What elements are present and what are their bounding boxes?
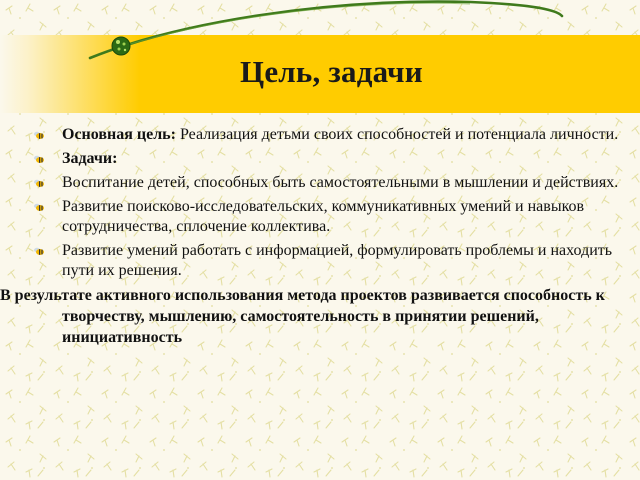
green-ball-icon (112, 37, 130, 55)
conclusion-text: В результате активного использования метода проектов развивается способность к творчеству, мышлению, самостоятельность в принятии решений, инициативность (0, 287, 605, 346)
task-text: Воспитание детей, способных быть самостоятельными в мышлении и действиях. (62, 174, 619, 191)
goal-text: Реализация детьми своих способностей и потенциала личности. (175, 126, 619, 143)
task-item (0, 197, 622, 237)
bee-bullet-icon (32, 246, 45, 256)
task-text: Развитие поисково-исследовательских, коммуникативных умений и навыков сотрудничества, сплочение коллектива. (62, 198, 585, 235)
bee-bullet-icon (32, 202, 45, 212)
goal-item (0, 125, 622, 145)
task-item (0, 241, 622, 281)
task-text: Развитие умений работать с информацией, формулировать проблемы и находить пути их решения. (62, 242, 613, 279)
goal-label: Основная цель: (62, 126, 176, 143)
bee-bullet-icon (32, 130, 45, 140)
tasks-label: Задачи: (62, 150, 118, 167)
slide-body (0, 125, 622, 348)
tasks-heading-item (0, 149, 622, 169)
bee-bullet-icon (32, 178, 45, 188)
slide-title: Цель, задачи (240, 54, 423, 89)
bee-bullet-icon (32, 154, 45, 164)
task-item (0, 173, 622, 193)
